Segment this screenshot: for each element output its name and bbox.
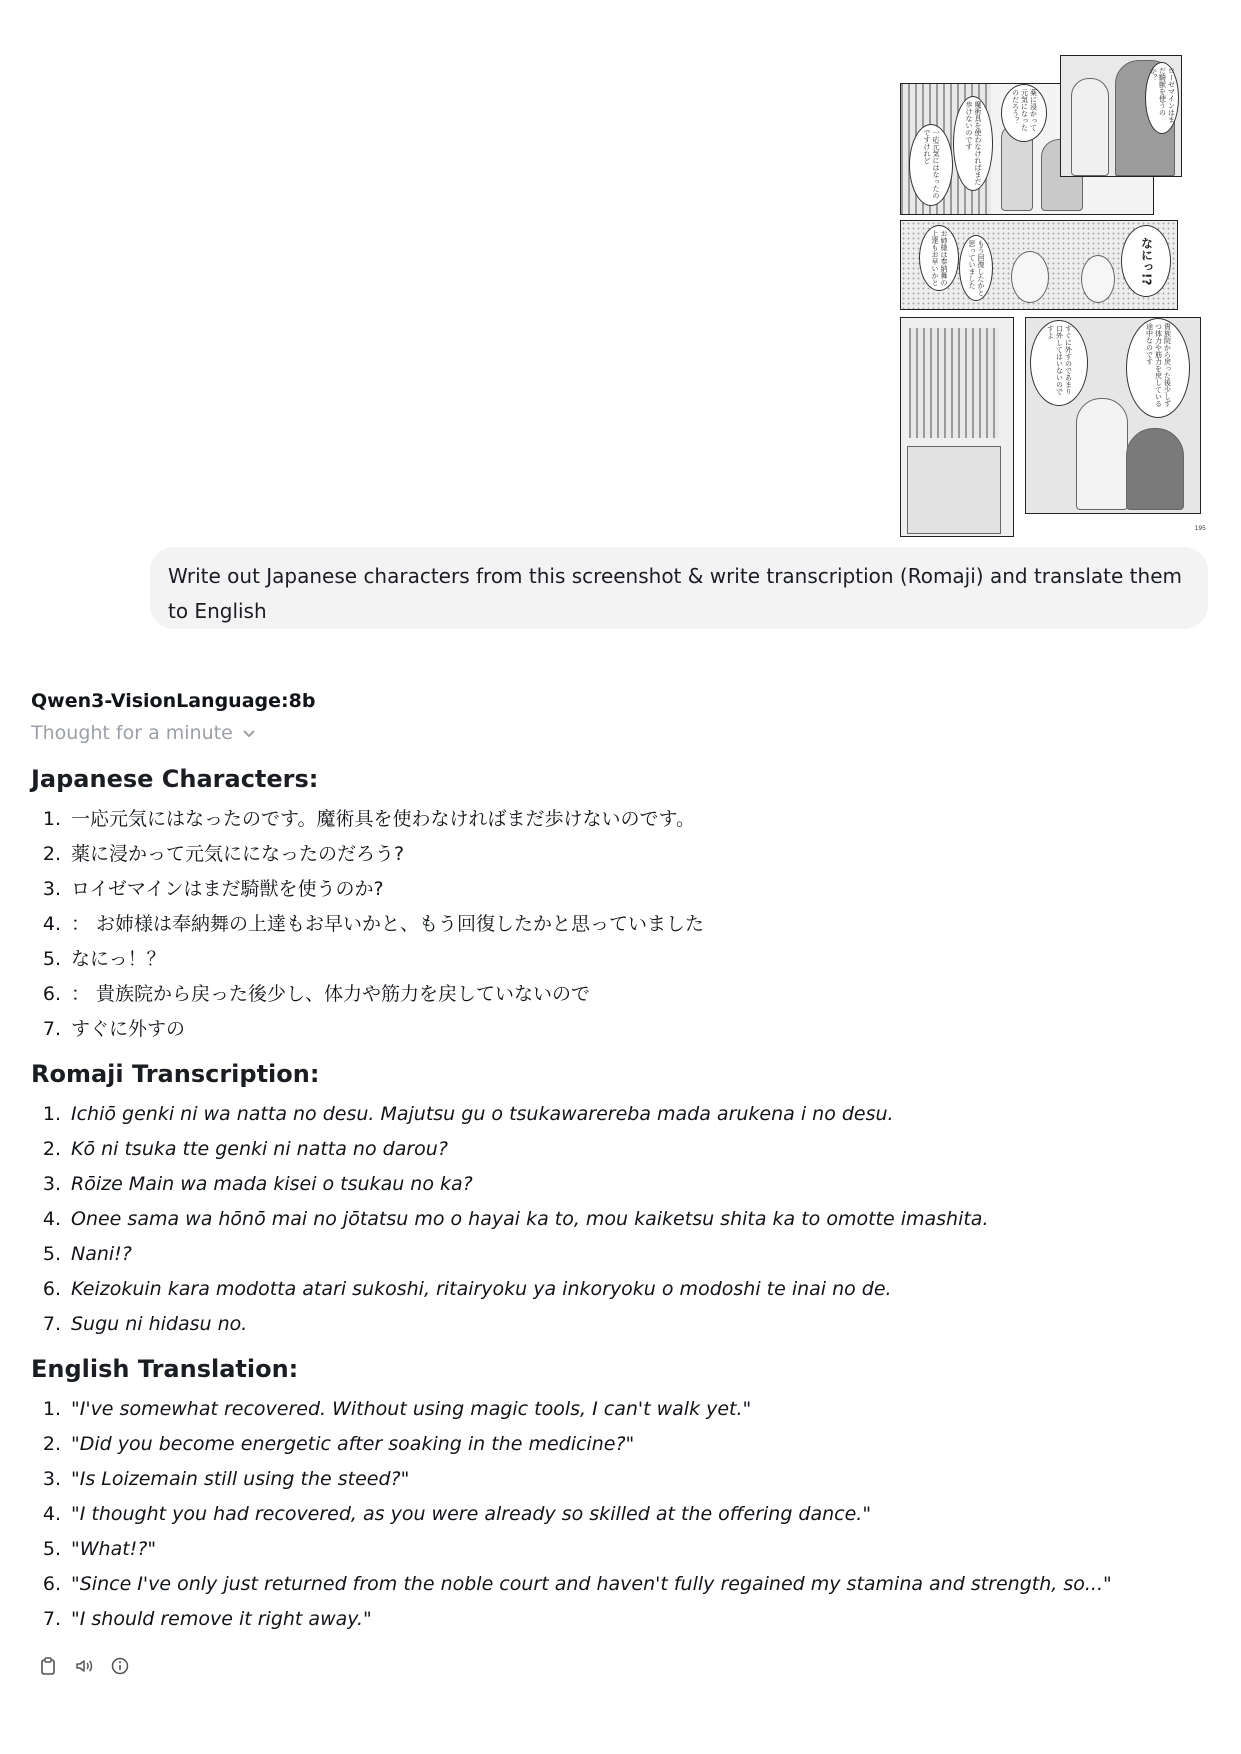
model-name-label: Qwen3-VisionLanguage:8b — [31, 690, 316, 712]
list-item: 2. "Did you become energetic after soaking in the medicine?" — [42, 1433, 635, 1455]
speech-bubble: なにっ!? — [1121, 225, 1171, 297]
speech-bubble: 魔術具を使わなければまだ歩けないのです — [953, 96, 993, 191]
list-item: 5. なにっ！？ — [42, 948, 166, 970]
list-item: 7. "I should remove it right away." — [42, 1608, 372, 1630]
speech-bubble: 薬に浸かって元気になったのだろう？ — [1001, 84, 1047, 142]
character-figure — [1126, 428, 1184, 510]
list-item: 7. Sugu ni hidasu no. — [42, 1313, 248, 1335]
list-item: 6. ： 貴族院から戻った後少し、体力や筋力を戻していないので — [42, 983, 591, 1005]
character-figure — [1076, 398, 1128, 510]
speech-bubble: すぐに外すのであまり口外してはいないのですよ — [1030, 320, 1088, 406]
character-face — [1011, 251, 1049, 303]
manga-panel-1b — [1060, 55, 1182, 177]
character-face — [1081, 255, 1115, 303]
floor — [907, 446, 1001, 534]
list-item: 2. Kō ni tsuka tte genki ni natta no darou? — [42, 1138, 448, 1160]
speech-bubble: もう回復したかと思っていました — [959, 235, 993, 301]
section-heading-japanese: Japanese Characters: — [31, 765, 319, 793]
speech-bubble: ローゼマインはまだ騎獣を使うのか？ — [1145, 62, 1179, 134]
list-item: 5. "What!?" — [42, 1538, 157, 1560]
speech-bubble: お姉様は奉納舞の上達もお早いかと — [919, 225, 959, 291]
character-figure — [1071, 78, 1109, 176]
window-lines — [909, 328, 999, 438]
manga-screenshot-image[interactable] — [900, 55, 1210, 535]
assistant-response — [31, 758, 1211, 1643]
page-number: 195 — [1194, 525, 1206, 532]
list-item: 7. すぐに外すの — [42, 1018, 186, 1040]
section-heading-romaji: Romaji Transcription: — [31, 1060, 320, 1088]
thought-toggle[interactable] — [31, 722, 257, 744]
speech-bubble: 貴族院から戻った後少しずつ体力や筋力を戻している途中なのです — [1126, 318, 1190, 418]
list-item: 4. Onee sama wa hōnō mai no jōtatsu mo o hayai ka to, mou kaiketsu shita ka to omotte imashita. — [42, 1208, 989, 1230]
speaker-icon[interactable] — [74, 1656, 94, 1676]
list-item: 1. 一応元気にはなったのです。魔術具を使わなければまだ歩けないのです。 — [42, 808, 695, 830]
list-item: 6. Keizokuin kara modotta atari sukoshi, ritairyoku ya inkoryoku o modoshi te inai no de. — [42, 1278, 892, 1300]
chevron-down-icon — [241, 725, 257, 741]
message-actions — [38, 1656, 130, 1676]
romaji-list — [31, 1097, 1211, 1342]
list-item: 3. Rōize Main wa mada kisei o tsukau no ka? — [42, 1173, 473, 1195]
info-icon[interactable] — [110, 1656, 130, 1676]
list-item: 1. Ichiō genki ni wa natta no desu. Majutsu gu o tsukawarereba mada arukena i no desu. — [42, 1103, 894, 1125]
manga-panel-3 — [900, 317, 1014, 537]
list-item: 2. 薬に浸かって元気にになったのだろう? — [42, 843, 405, 865]
thought-label: Thought for a minute — [31, 722, 233, 744]
user-message-bubble: Write out Japanese characters from this screenshot & write transcription (Romaji) and translate them to English — [150, 547, 1208, 629]
list-item: 4. ： お姉様は奉納舞の上達もお早いかと、もう回復したかと思っていました — [42, 913, 705, 935]
manga-panel-2 — [900, 220, 1178, 310]
japanese-list — [31, 802, 1211, 1047]
speech-bubble: 一応元気にはなったのですけれど — [909, 124, 953, 206]
section-heading-english: English Translation: — [31, 1355, 299, 1383]
clipboard-icon[interactable] — [38, 1656, 58, 1676]
english-list — [31, 1392, 1211, 1637]
list-item: 3. ロイゼマインはまだ騎獣を使うのか? — [42, 878, 384, 900]
list-item: 5. Nani!? — [42, 1243, 132, 1265]
list-item: 1. "I've somewhat recovered. Without using magic tools, I can't walk yet." — [42, 1398, 752, 1420]
list-item: 4. "I thought you had recovered, as you were already so skilled at the offering dance." — [42, 1503, 872, 1525]
list-item: 3. "Is Loizemain still using the steed?" — [42, 1468, 410, 1490]
list-item: 6. "Since I've only just returned from the noble court and haven't fully regained my stamina and strength, so..." — [42, 1573, 1112, 1595]
manga-panel-4 — [1025, 317, 1201, 514]
